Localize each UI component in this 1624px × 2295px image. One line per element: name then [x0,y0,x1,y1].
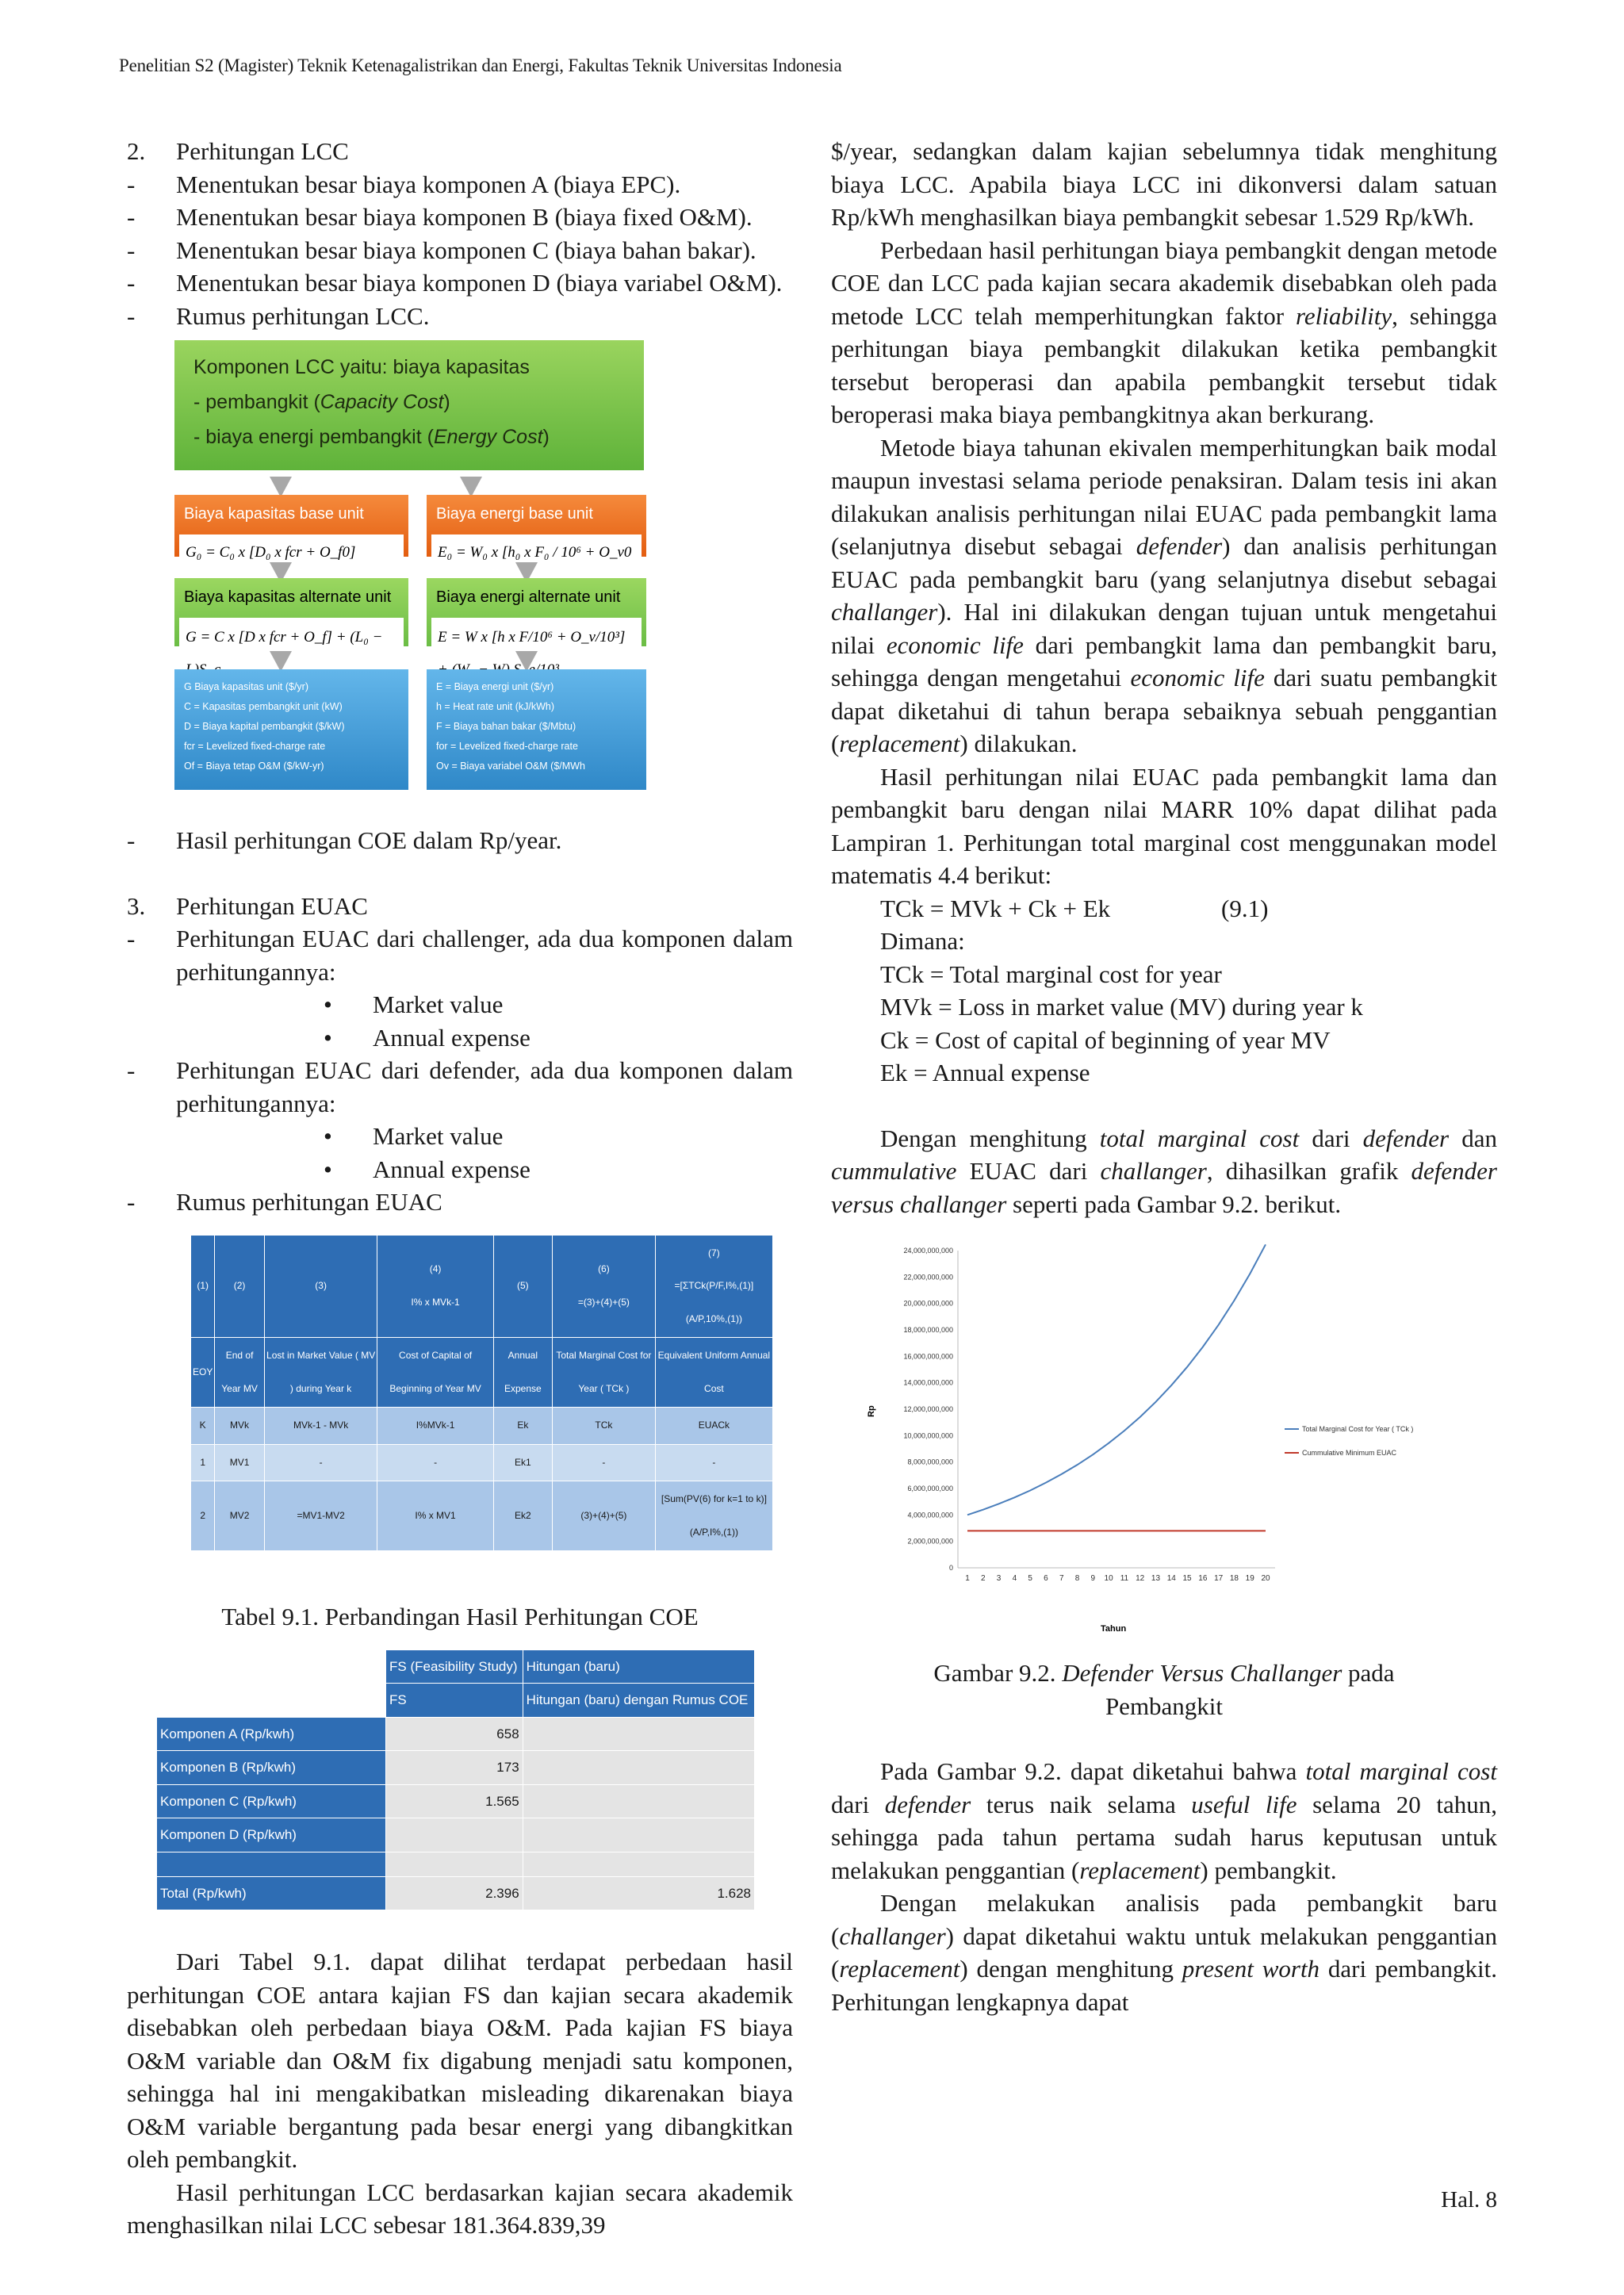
y-tick-label: 2,000,000,000 [907,1537,953,1546]
x-tick-label: 12 [1136,1574,1145,1583]
definition-item: TCk = Total marginal cost for year [880,960,1222,988]
series-line-0 [967,1244,1266,1515]
list-item: - Rumus perhitungan LCC. [127,301,430,330]
table-row: Komponen D (Rp/kwh) [157,1818,755,1852]
list-item: - Perhitungan EUAC dari defender, ada dua komponen dalam perhitungannya: [127,1056,793,1117]
bullet-item: • Annual expense [324,1155,530,1183]
definitions-label: Dimana: [880,927,965,955]
x-tick-label: 19 [1245,1574,1254,1583]
y-tick-label: 10,000,000,000 [903,1431,953,1440]
energy-alternate-box: Biaya energi alternate unit E = W x [h x F/10⁶ + O_v/10³] [427,578,646,646]
figure-caption: Pembangkit [1105,1692,1224,1720]
y-tick-label: 18,000,000,000 [903,1326,953,1334]
table-cell: (6) =(3)+(4)+(5) [553,1235,656,1338]
y-tick-label: 6,000,000,000 [907,1485,953,1492]
x-tick-label: 5 [1028,1574,1032,1583]
y-tick-label: 12,000,000,000 [903,1405,953,1413]
x-tick-label: 7 [1059,1574,1064,1583]
table-row [157,1852,755,1876]
x-tick-label: 18 [1229,1574,1239,1583]
capacity-legend-box: G Biaya kapasitas unit ($/yr) C = Kapasitas pembangkit unit (kW) D = Biaya kapital pembangkit ($/kW) fcr = Levelized fixed-charge rate Of = Biaya tetap O&M ($/kW-yr) [174,669,408,790]
bullet-item: • Market value [324,990,504,1018]
paragraph: Dengan melakukan analisis pada pembangkit baru (challanger) dapat diketahui waktu untuk melakukan penggantian (replacement) dengan menghitung present worth dari pembangkit. Perhitungan lengkapnya dapat [831,1889,1497,2016]
table-row: Total (Rp/kwh) 2.396 1.628 [157,1876,755,1910]
bullet-item: • Annual expense [324,1023,530,1052]
section-2-heading: 2. Perhitungan LCC [127,137,349,165]
table-caption: Tabel 9.1. Perbandingan Hasil Perhitungan COE [221,1603,699,1630]
euac-formula-table [190,1235,773,1552]
x-tick-label: 11 [1120,1574,1129,1583]
list-item: - Menentukan besar biaya komponen B (biaya fixed O&M). [127,203,753,231]
table-cell: (7) =[ΣTCk(P/F,I%,(1)](A/P,10%,(1)) [655,1235,772,1338]
paragraph: Metode biaya tahunan ekivalen memperhitungkan baik modal maupun investasi selama periode penaksiran. Dalam tesis ini akan dilakukan analisis perhitungan nilai EUAC pada pembangkit lama (selanjutnya disebut sebagai defender) dan analisis perhitungan EUAC pada pembangkit baru (yang selanjutnya disebut sebagai challanger). Hal ini dilakukan dengan tujuan untuk mengetahui nilai economic life dari pembangkit lama dan pembangkit baru, sehingga dengan mengetahui economic life dari suatu pembangkit dapat diketahui di tahun berapa sebaiknya sebuah penggantian (replacement) dilakukan. [831,433,1497,757]
x-tick-label: 1 [965,1574,970,1583]
y-tick-label: 0 [948,1564,953,1572]
table-row: Komponen A (Rp/kwh) 658 [157,1717,755,1751]
energy-legend-box: E = Biaya energi unit ($/yr) h = Heat rate unit (kJ/kWh) F = Biaya bahan bakar ($/Mbtu) for = Levelized fixed-charge rate Ov = Biaya variabel O&M ($/MWh [427,669,646,790]
paragraph: Hasil perhitungan nilai EUAC pada pembangkit lama dan pembangkit baru dengan nilai MARR 10% dapat dilihat pada Lampiran 1. Perhitungan total marginal cost menggunakan model matematis 4.4 berikut: [831,762,1497,889]
y-tick-label: 16,000,000,000 [903,1352,953,1361]
page-number: Hal. 8 [1441,2187,1497,2213]
coe-comparison-table [156,1649,755,1911]
lcc-components-box: Komponen LCC yaitu: biaya kapasitas - pembangkit (Capacity Cost) - biaya energi pembangkit (Energy Cost) [174,340,644,470]
capacity-base-box: Biaya kapasitas base unit G₀ = C₀ x [D₀ x fcr + O_f0] [174,495,408,557]
figure-caption: Gambar 9.2. Defender Versus Challanger pada [933,1659,1395,1687]
paragraph: Pada Gambar 9.2. dapat diketahui bahwa total marginal cost dari defender terus naik selama useful life selama 20 tahun, sehingga pada tahun pertama sudah harus keputusan untuk melakukan penggantian (replacement) pembangkit. [831,1757,1497,1884]
x-axis-label: Tahun [1101,1624,1127,1634]
y-tick-label: 20,000,000,000 [903,1299,953,1308]
paragraph: $/year, sedangkan dalam kajian sebelumnya tidak menghitung biaya LCC. Apabila biaya LCC ini dikonversi dalam satuan Rp/kWh menghasilkan biaya pembangkit sebesar 1.529 Rp/kWh. [831,137,1497,231]
x-tick-label: 14 [1166,1574,1176,1583]
list-item: - Perhitungan EUAC dari challenger, ada dua komponen dalam perhitungannya: [127,925,793,986]
definition-item: MVk = Loss in market value (MV) during year k [880,993,1363,1021]
x-tick-label: 9 [1090,1574,1096,1583]
paragraph: Dengan menghitung total marginal cost dari defender dan cummulative EUAC dari challanger, dihasilkan grafik defender versus challanger seperti pada Gambar 9.2. berikut. [831,1124,1497,1218]
equation-9-1: TCk = MVk + Ck + Ek (9.1) [880,894,1269,922]
table-cell: (4) I% x MVk-1 [377,1235,493,1338]
table-row: FS (Feasibility Study) Hitungan (baru) [157,1649,755,1684]
section-3-heading: 3. Perhitungan EUAC [127,891,368,920]
bullet-item: • Market value [324,1122,504,1150]
left-column [127,135,793,2242]
table-row: Komponen B (Rp/kwh) 173 [157,1751,755,1785]
x-tick-label: 3 [996,1574,1002,1583]
list-item: - Menentukan besar biaya komponen D (biaya variabel O&M). [127,269,783,297]
legend-label: Total Marginal Cost for Year ( TCk ) [1302,1425,1414,1433]
defender-challanger-chart [863,1235,1465,1647]
x-tick-label: 16 [1198,1574,1208,1583]
definition-item: Ck = Cost of capital of beginning of year MV [880,1025,1331,1054]
x-tick-label: 2 [981,1574,986,1583]
x-tick-label: 15 [1182,1574,1192,1583]
x-tick-label: 4 [1012,1574,1017,1583]
table-row: Komponen C (Rp/kwh) 1.565 [157,1784,755,1818]
legend-label: Cummulative Minimum EUAC [1302,1449,1397,1457]
y-tick-label: 24,000,000,000 [903,1247,953,1255]
y-axis-label: Rp [867,1405,876,1417]
x-tick-label: 17 [1214,1574,1224,1583]
right-column [831,135,1497,2018]
x-tick-label: 6 [1044,1574,1048,1583]
list-item: - Menentukan besar biaya komponen A (biaya EPC). [127,170,681,198]
paragraph: Dari Tabel 9.1. dapat dilihat terdapat perbedaan hasil perhitungan COE antara kajian FS dan kajian secara akademik disebabkan oleh perbedaan biaya O&M. Pada kajian FS biaya O&M variable dan O&M fix digabung menjadi satu komponen, sehingga hal ini mengakibatkan misleading dikarenakan biaya O&M variable bergantung pada besar energi yang dibangkitkan oleh pembangkit. [127,1948,793,2173]
y-tick-label: 14,000,000,000 [903,1378,953,1387]
list-item: - Hasil perhitungan COE dalam Rp/year. [127,826,562,854]
paragraph: Perbedaan hasil perhitungan biaya pembangkit dengan metode COE dan LCC pada kajian secara akademik disebabkan oleh pada metode LCC telah memperhitungkan faktor reliability, sehingga perhitungan biaya pembangkit dilakukan ketika pembangkit tersebut beroperasi dan apabila pembangkit tersebut tidak beroperasi maka biaya pembangkitnya akan berkurang. [831,236,1497,428]
y-tick-label: 22,000,000,000 [903,1273,953,1282]
table-row: 1 MV1 - - Ek1 - - [191,1444,773,1481]
table-row: EOY End of Year MV Lost in Market Value ( MV ) during Year k Cost of Capital of Beginning of Year MV Annual Expense Total Marginal Cost for Year ( TCk ) Equivalent Uniform Annual Cost [191,1338,773,1408]
x-tick-label: 20 [1261,1574,1270,1583]
list-item: - Rumus perhitungan EUAC [127,1188,442,1216]
energy-base-box: Biaya energi base unit E₀ = W₀ x [h₀ x F₀ / 10⁶ + O_v0 [427,495,646,557]
capacity-alternate-box: Biaya kapasitas alternate unit G = C x [D x fcr + O_f] + (L₀ − [174,578,408,646]
x-tick-label: 8 [1074,1574,1080,1583]
table-row: 2 MV2 =MV1-MV2 I% x MV1 Ek2 (3)+(4)+(5) [Sum(PV(6) for k=1 to k)] (A/P,I%,(1)) [191,1481,773,1551]
list-item: - Menentukan besar biaya komponen C (biaya bahan bakar). [127,236,756,264]
y-tick-label: 8,000,000,000 [907,1458,953,1466]
running-header: Penelitian S2 (Magister) Teknik Ketenagalistrikan dan Energi, Fakultas Teknik Universitas Indonesia [119,56,842,75]
paragraph: Hasil perhitungan LCC berdasarkan kajian secara akademik menghasilkan nilai LCC sebesar 181.364.839,39 [127,2178,793,2239]
lcc-diagram [174,340,646,808]
y-tick-label: 4,000,000,000 [907,1511,953,1519]
table-row: K MVk MVk-1 - MVk I%MVk-1 Ek TCk EUACk [191,1408,773,1445]
table-row: (1) (2) (3) (4) I% x MVk-1 (5) (6) =(3)+(4)+(5) (7) =[ΣTCk(P/F,I%,(1)](A/P,10%,(1)) [191,1235,773,1338]
x-tick-label: 13 [1151,1574,1161,1583]
table-row: FS Hitungan (baru) dengan Rumus COE [157,1684,755,1718]
definition-item: Ek = Annual expense [880,1059,1090,1086]
x-tick-label: 10 [1104,1574,1113,1583]
